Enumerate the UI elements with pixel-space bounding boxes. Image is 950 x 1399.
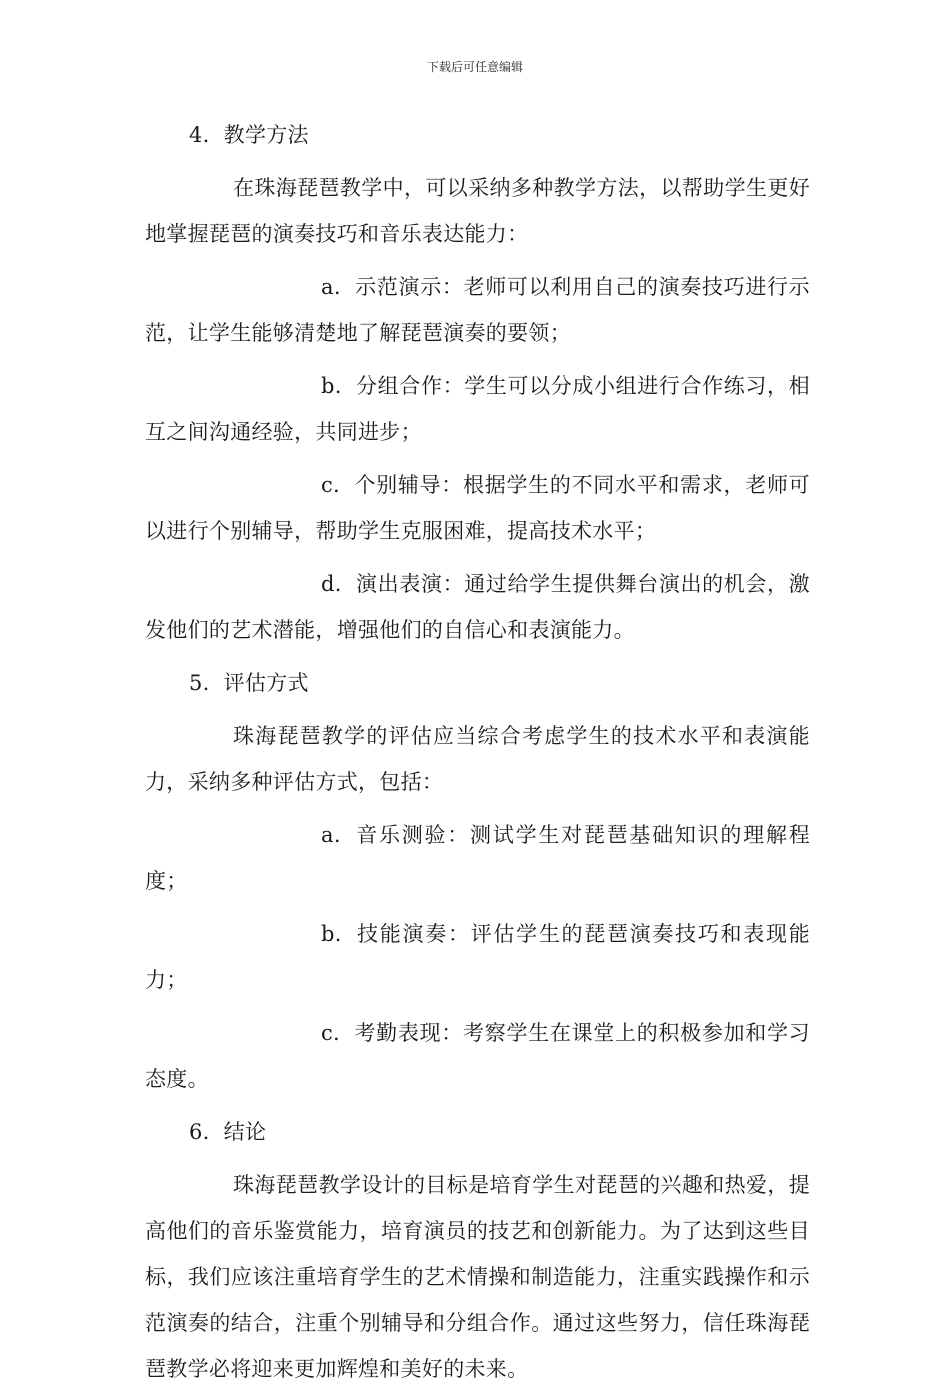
section-5-item-b [145, 911, 810, 1003]
section-4-item-d [145, 561, 810, 653]
item-marker: d. [321, 572, 342, 596]
header-note: 下载后可任意编辑 [426, 60, 523, 74]
section-6-heading [145, 1109, 810, 1155]
section-5-item-c [145, 1010, 810, 1102]
item-text: 演出表演：通过给学生提供舞台演出的机会，激发他们的艺术潜能，增强他们的自信心和表演能力。 [145, 572, 810, 642]
item-text: 考勤表现：考察学生在课堂上的积极参加和学习态度。 [145, 1021, 810, 1091]
section-4-item-b [145, 363, 810, 455]
item-text: 技能演奏：评估学生的琵琶演奏技巧和表现能力； [145, 922, 810, 992]
section-5-title: 评估方式 [223, 671, 309, 695]
section-6-title: 结论 [223, 1120, 267, 1144]
section-5-intro: 珠海琵琶教学的评估应当综合考虑学生的技术水平和表演能力，采纳多种评估方式，包括： [145, 724, 810, 794]
item-marker: b. [321, 922, 342, 946]
item-text: 示范演示：老师可以利用自己的演奏技巧进行示范，让学生能够清楚地了解琵琶演奏的要领； [145, 275, 810, 345]
section-5-number: 5. [189, 671, 210, 695]
document-body [145, 112, 810, 1399]
section-4-title: 教学方法 [223, 123, 309, 147]
item-text: 音乐测验：测试学生对琵琶基础知识的理解程度； [145, 823, 810, 893]
item-marker: b. [321, 374, 342, 398]
section-4-heading [145, 112, 810, 158]
section-4-number: 4. [189, 123, 210, 147]
section-4-item-a [145, 264, 810, 356]
section-6-number: 6. [189, 1120, 210, 1144]
section-5-item-a [145, 812, 810, 904]
item-text: 分组合作：学生可以分成小组进行合作练习，相互之间沟通经验，共同进步； [145, 374, 810, 444]
section-6-body: 珠海琵琶教学设计的目标是培育学生对琵琶的兴趣和热爱，提高他们的音乐鉴赏能力，培育演员的技艺和创新能力。为了达到这些目标，我们应该注重培育学生的艺术情操和制造能力，注重实践操作和示范演奏的结合，注重个别辅导和分组合作。通过这些努力，信任珠海琵琶教学必将迎来更加辉煌和美好的未来。 [145, 1173, 810, 1381]
section-4-intro: 在珠海琵琶教学中，可以采纳多种教学方法，以帮助学生更好地掌握琵琶的演奏技巧和音乐表达能力： [145, 176, 810, 246]
item-marker: c. [321, 1021, 341, 1045]
item-marker: c. [321, 473, 341, 497]
item-text: 个别辅导：根据学生的不同水平和需求，老师可以进行个别辅导，帮助学生克服困难，提高技术水平； [145, 473, 810, 543]
section-4-item-c [145, 462, 810, 554]
item-marker: a. [321, 275, 341, 299]
section-5-heading [145, 660, 810, 706]
item-marker: a. [321, 823, 341, 847]
